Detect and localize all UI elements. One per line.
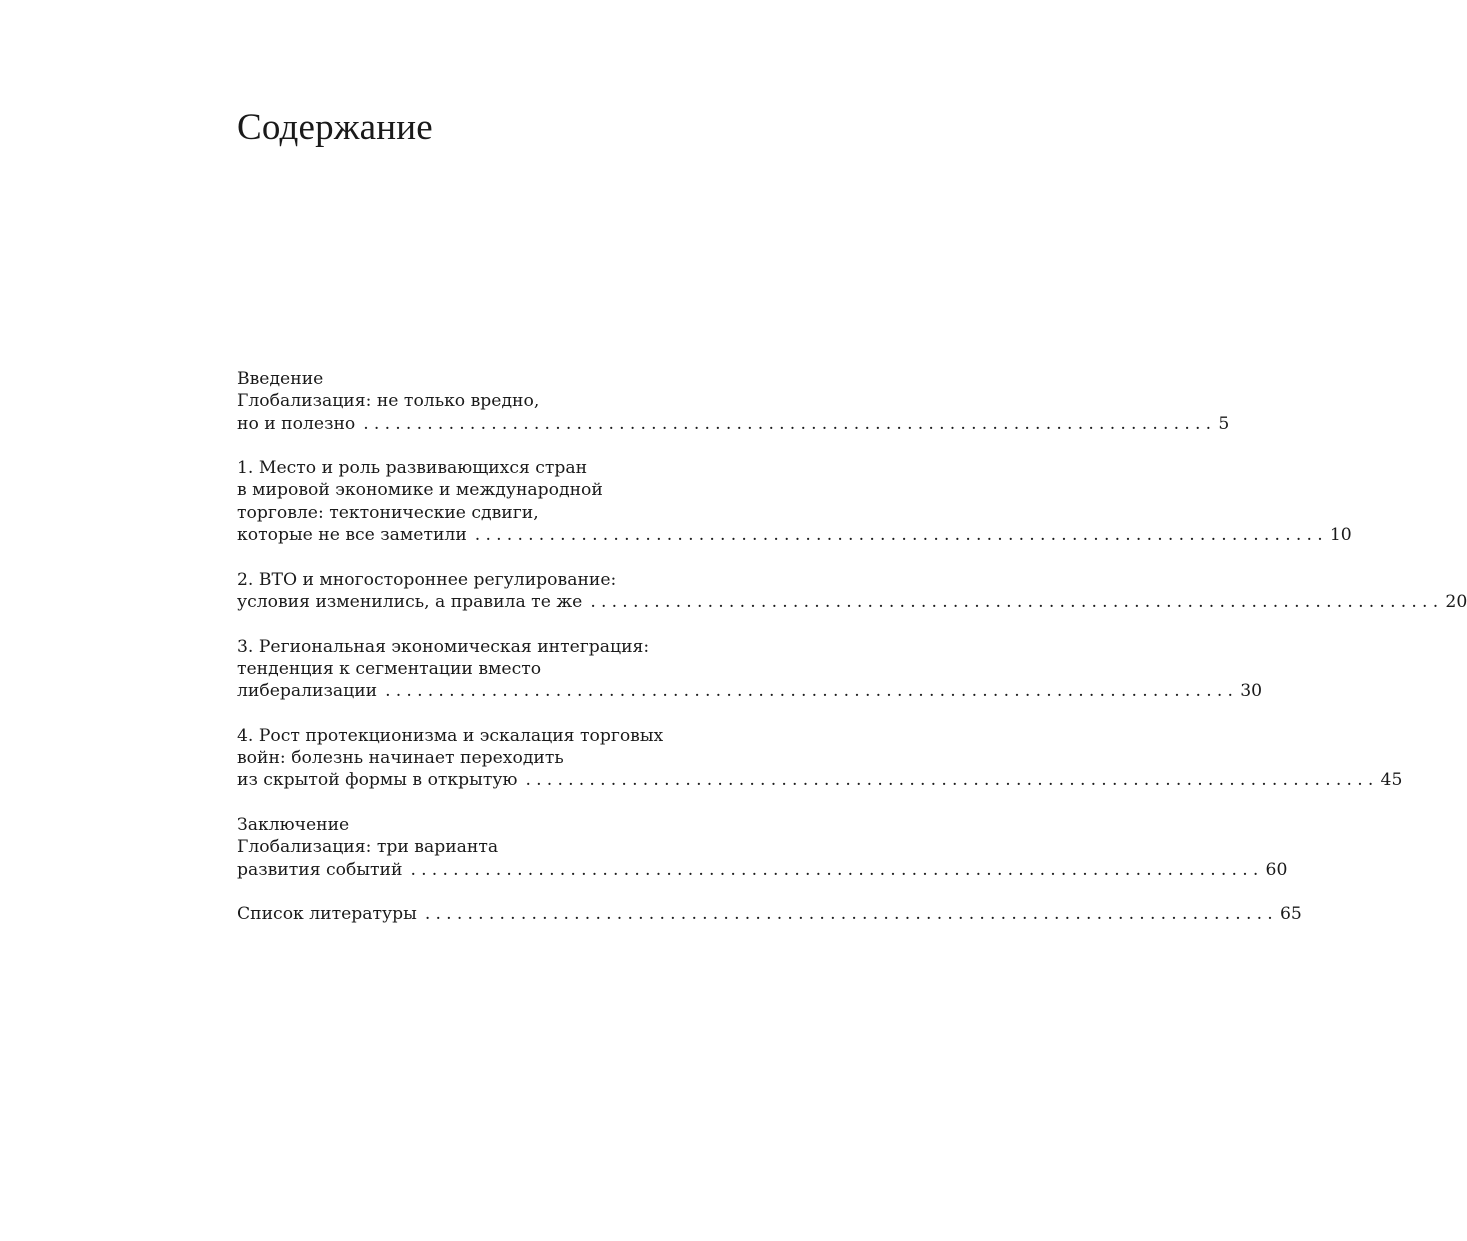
toc-entry-line: Заключение [237, 814, 350, 835]
toc-page-number: 10 [1329, 525, 1352, 546]
toc-page-number: 20 [1445, 591, 1467, 612]
toc-entry-line: условия изменились, а правила те же [237, 591, 583, 612]
toc-entry-chapter-1[interactable] [237, 457, 1352, 546]
toc-page-number: 65 [1279, 904, 1302, 925]
toc-entry-line: тенденция к сегментации вместо [237, 658, 542, 679]
toc-entry-line: из скрытой формы в открытую [237, 770, 518, 791]
toc-entry-last-line [237, 413, 1230, 435]
table-of-contents [237, 368, 1467, 948]
dot-leader: ................................................................................ [385, 681, 1239, 702]
toc-entry-last-line [237, 591, 1467, 613]
dot-leader: ................................................................................ [590, 591, 1444, 612]
toc-entry-line: 3. Региональная экономическая интеграция: [237, 636, 650, 657]
toc-entry-line: Введение [237, 369, 324, 389]
toc-entry-last-line [237, 903, 1302, 925]
page-title: Содержание [237, 107, 433, 148]
toc-page-number: 45 [1380, 770, 1403, 791]
toc-entry-line: Глобализация: не только вредно, [237, 391, 540, 412]
toc-entry-line: развития событий [237, 859, 403, 880]
toc-entry-last-line [237, 859, 1288, 881]
dot-leader: ................................................................................ [410, 859, 1264, 880]
toc-entry-line: в мировой экономике и международной [237, 480, 603, 501]
toc-entry-last-line [237, 769, 1403, 791]
toc-entry-line: но и полезно [237, 413, 356, 434]
toc-entry-bibliography[interactable] [237, 903, 1302, 925]
toc-entry-introduction[interactable] [237, 368, 1230, 435]
toc-entry-last-line [237, 524, 1352, 546]
toc-entry-conclusion[interactable] [237, 814, 1288, 881]
toc-page-number: 5 [1218, 413, 1230, 434]
dot-leader: ................................................................................ [525, 770, 1379, 791]
dot-leader: ................................................................................ [474, 525, 1328, 546]
toc-entry-line: либерализации [237, 681, 378, 702]
toc-entry-last-line [237, 680, 1263, 702]
toc-entry-chapter-3[interactable] [237, 636, 1263, 703]
dot-leader: ................................................................................ [424, 904, 1278, 925]
toc-entry-line: которые не все заметили [237, 525, 467, 546]
toc-page-number: 60 [1265, 859, 1288, 880]
toc-entry-line: 1. Место и роль развивающихся стран [237, 458, 588, 479]
toc-entry-chapter-2[interactable] [237, 569, 1467, 614]
toc-entry-chapter-4[interactable] [237, 725, 1403, 792]
toc-entry-line: торговле: тектонические сдвиги, [237, 502, 539, 523]
toc-page-number: 30 [1240, 681, 1263, 702]
toc-entry-line: Список литературы [237, 904, 417, 925]
toc-entry-line: 2. ВТО и многостороннее регулирование: [237, 569, 617, 590]
toc-entry-line: Глобализация: три варианта [237, 837, 499, 858]
toc-entry-line: 4. Рост протекционизма и эскалация торговых [237, 725, 664, 746]
dot-leader: ................................................................................ [363, 413, 1217, 434]
toc-entry-line: войн: болезнь начинает переходить [237, 748, 564, 769]
